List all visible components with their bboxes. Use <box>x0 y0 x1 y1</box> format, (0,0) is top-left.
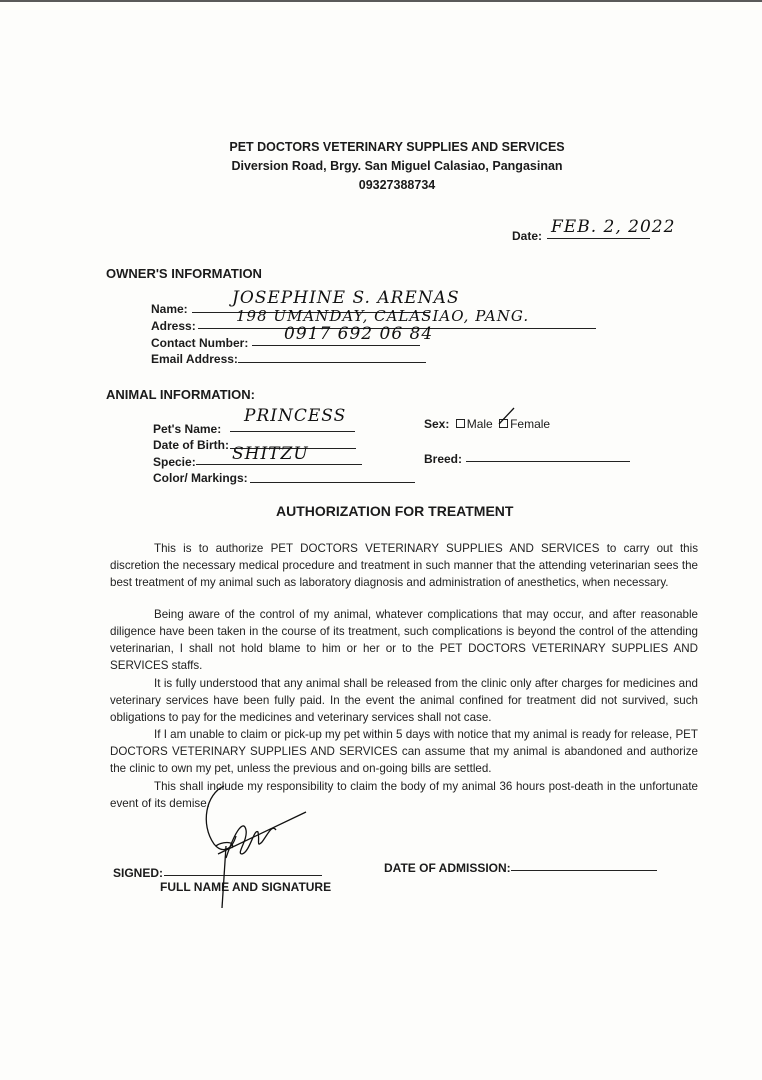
date-label: Date: <box>512 229 543 243</box>
male-option: Male <box>466 417 493 431</box>
specie-line <box>196 464 362 465</box>
pet-name-value: PRINCESS <box>244 406 347 426</box>
paragraph-4-text: If I am unable to claim or pick-up my pet within 5 days with notice that my animal is ready for release, PET DOCTORS VETERINARY SUPPLIES AND SERVICES can assume that my animal is abandoned and authorize the clinic to own my pet, unless the previous and on-going bills are settled. <box>110 728 698 775</box>
sex-field <box>424 417 550 431</box>
male-checkbox[interactable] <box>456 419 465 428</box>
email-line <box>238 362 426 363</box>
address-value: 198 UMANDAY, CALASIAO, PANG. <box>236 307 530 325</box>
name-label: Name: <box>151 302 188 316</box>
breed-line <box>466 461 630 462</box>
company-name: PET DOCTORS VETERINARY SUPPLIES AND SERVICES <box>229 140 565 154</box>
owner-section-title: OWNER'S INFORMATION <box>106 266 262 281</box>
email-label: Email Address: <box>151 352 238 366</box>
female-checkbox[interactable] <box>499 419 508 428</box>
company-address: Diversion Road, Brgy. San Miguel Calasiao, Pangasinan <box>231 159 563 173</box>
contact-value: 0917 692 06 84 <box>284 324 434 344</box>
pet-name-line <box>230 431 355 432</box>
address-label: Adress: <box>151 319 196 333</box>
contact-label: Contact Number: <box>151 336 249 350</box>
company-phone: 09327388734 <box>358 178 436 192</box>
paragraph-2 <box>110 606 698 674</box>
color-line <box>250 482 415 483</box>
admission-label: DATE OF ADMISSION: <box>384 861 511 875</box>
date-value: FEB. 2, 2022 <box>551 217 676 237</box>
paragraph-3 <box>110 675 698 726</box>
pet-name-label: Pet's Name: <box>153 422 222 436</box>
authorization-title: AUTHORIZATION FOR TREATMENT <box>276 503 514 519</box>
paragraph-4 <box>110 726 698 777</box>
full-name-label: FULL NAME AND SIGNATURE <box>160 880 332 894</box>
specie-label: Specie: <box>153 455 196 469</box>
admission-line <box>511 870 657 871</box>
check-mark-icon <box>497 406 517 428</box>
signed-label: SIGNED: <box>113 866 164 880</box>
color-label: Color/ Markings: <box>153 471 248 485</box>
name-value: JOSEPHINE S. ARENAS <box>232 288 460 308</box>
sex-label: Sex: <box>424 417 450 431</box>
paragraph-5-text: This shall include my responsibility to claim the body of my animal 36 hours post-death in the unfortunate event of its demise. <box>110 780 698 810</box>
paragraph-1-text: This is to authorize PET DOCTORS VETERINARY SUPPLIES AND SERVICES to carry out this discretion the necessary medical procedure and treatment in such manner that the attending veterinarian sees the best treatment of my animal such as laboratory diagnosis and administration of anesthetics, when necessary. <box>110 542 698 589</box>
paragraph-3-text: It is fully understood that any animal shall be released from the clinic only after charges for medicines and veterinary services have been fully paid. In the event the animal confined for treatment did not survived, such obligations to pay for the medicines and veterinary services shall not case. <box>110 677 698 724</box>
animal-section-title: ANIMAL INFORMATION: <box>106 387 255 402</box>
handwritten-signature <box>196 784 316 910</box>
paragraph-1 <box>110 540 698 591</box>
breed-label: Breed: <box>424 452 463 466</box>
paragraph-2-text: Being aware of the control of my animal, whatever complications that may occur, and after reasonable diligence have been taken in the course of its treatment, such complications is beyond the control of the attending veterinarian, I shall not hold blame to him or her or to the PET DOCTORS VETERINARY SUPPLIES AND SERVICES staffs. <box>110 608 698 672</box>
dob-label: Date of Birth: <box>153 438 229 452</box>
contact-line <box>252 345 420 346</box>
specie-value: SHITZU <box>232 444 309 464</box>
date-line <box>547 238 650 239</box>
female-option: Female <box>510 417 551 431</box>
top-border <box>0 0 762 2</box>
